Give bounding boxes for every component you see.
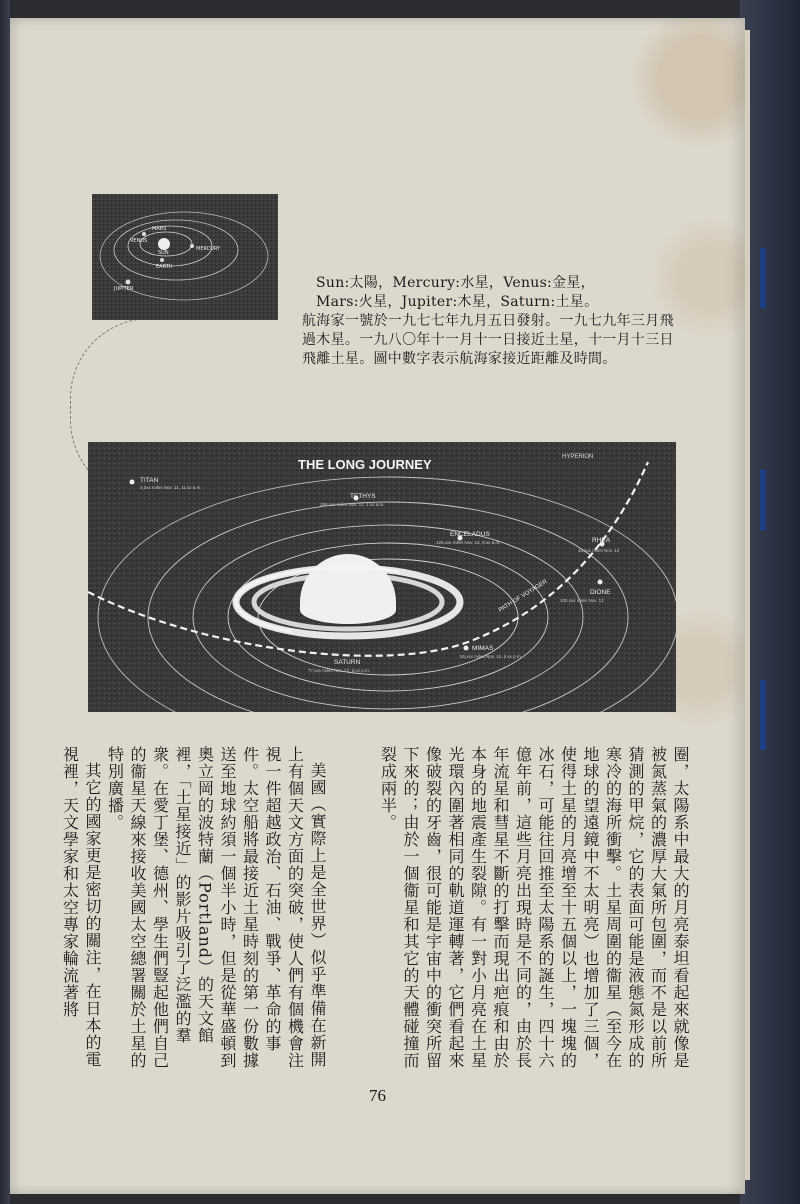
paragraph: 圈，太陽系中最大的月亮泰坦看起來就像是被氮蒸氣的濃厚大氣所包圍，而不是以前所猜測的甲烷，它的表面可能是液態氮形成的寒冷的海所衝擊。土星周圍的衞星（至今在地球的望遠鏡中不太明亮）也增加了三個，使得土星的月亮增至十五個以上，一塊塊的冰石，可能往回推至太陽系的誕生，四十六億年前，這些月亮出現時是不同的，由於長年流星和彗星不斷的打擊而現出疤痕和由於本身的地震產生裂隙。有一對小月亮在土星光環內圍著相同的軌道運轉著，它們看起來像破裂的牙齒，很可能是宇宙中的衝突所留下來的；由於一個衞星和其它的天體碰撞而裂成兩半。 [378,746,690,1069]
planet-label: JUPITER [114,286,134,292]
moon-label: TITAN [140,477,159,484]
saturn-voyager-figure [88,442,676,712]
planet-label: MERCURY [196,246,221,252]
moon-label: RHEA [592,537,611,544]
moon-label: MIMAS [472,645,494,652]
moon-note: 45,xxx miles Nov. 12 [578,548,620,553]
planet-label: SATURN [334,659,361,666]
planet-label: SUN [158,250,169,256]
cover-stripe [760,470,766,530]
caption-legend-line: Mars:火星，Jupiter:木星，Saturn:土星。 [316,294,599,310]
page-number: 76 [369,1086,386,1105]
book-binding-left [0,0,10,1204]
moon-label: DIONE [590,589,611,596]
body-text-right [355,746,691,1076]
moon-note: 4,0xx miles Nov. 11, 11:xx a.m. [140,485,202,490]
cover-stripe [760,248,766,308]
moon-note: 55,xxx miles Nov. 12, 6:xx p.m. [460,654,522,659]
paragraph: 其它的國家更是密切的關注，在日本的電視裡，天文學家和太空專家輪流著將 [60,746,102,1068]
moon-note: 100,xxx miles Nov. 12 [560,598,604,603]
body-text-left [56,746,328,1076]
figure-caption [302,274,674,369]
planet-label: MARS [152,226,167,232]
moon-note: 125,xxx miles Nov. 12, 8:xx a.m. [436,540,501,545]
moon-label: ENCELADUS [450,531,490,538]
moon-note: 258,xxx miles Nov. 12, 1:xx a.m. [320,502,385,507]
planet-label: VENUS [130,238,148,244]
book-page [10,18,745,1194]
planet-label: EARTH [156,264,173,270]
figure-title: THE LONG JOURNEY [298,457,432,472]
caption-legend-line: Sun:太陽，Mercury:水星，Venus:金星， [316,275,595,291]
paragraph: 美國（實際上是全世界）似乎準備在新開上有個天文方面的突破，使人們有個機會注視一件超越政治、石油、戰爭、革命的事件。太空船將最接近土星時刻的第一份數據送至地球約須一個半小時，但是從華盛頓到奧立岡的波特蘭（Portland）的天文館裡，「土星接近」的影片吸引了泛濫的羣衆。在愛丁堡、德州、學生們豎起他們自己的衞星天線來接收美國太空總署關於土星的特別廣播。 [105,746,327,1069]
solar-system-figure [92,194,278,320]
moon-label: TETHYS [350,493,376,500]
caption-description: 航海家一號於一九七七年九月五日發射。一九七九年三月飛過木星。一九八〇年十一月十一日接近土星，十一月十三日飛離土星。圖中數字表示航海家接近距離及時間。 [302,313,674,367]
cover-stripe [760,680,766,750]
planet-note: 77,xxx miles Nov. 12, 6:xx p.m. [308,668,370,673]
moon-label: HYPERION [562,454,594,460]
path-label: PATH OF VOYAGER [497,578,549,614]
